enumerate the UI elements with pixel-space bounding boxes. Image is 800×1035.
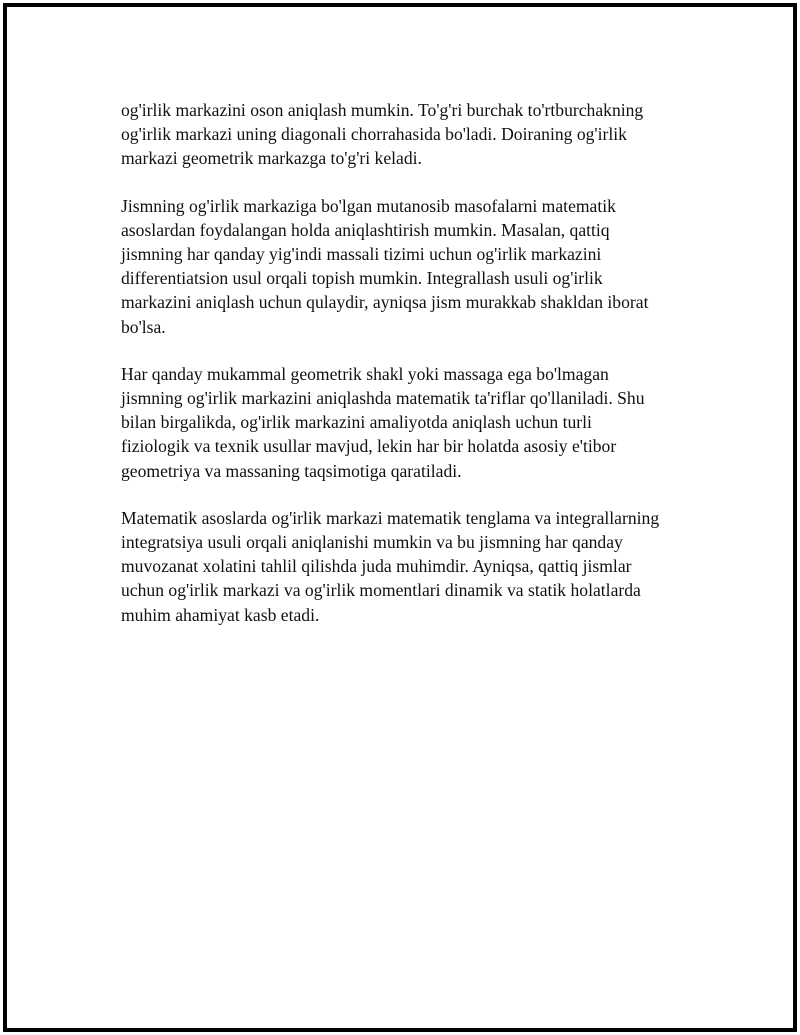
text-line: bilan birgalikda, og'irlik markazini amaliyotda aniqlash uchun turli xyxy=(121,412,592,433)
text-line: muvozanat xolatini tahlil qilishda juda muhimdir. Ayniqsa, qattiq jismlar xyxy=(121,556,632,577)
text-line: markazi geometrik markazga to'g'ri keladi. xyxy=(121,148,422,169)
paragraph-3 xyxy=(121,362,701,483)
page-border xyxy=(3,3,797,1032)
text-line: differentiatsion usul orqali topish mumkin. Integrallash usuli og'irlik xyxy=(121,268,603,289)
text-line: fiziologik va texnik usullar mavjud, lekin har bir holatda asosiy e'tibor xyxy=(121,436,617,457)
document-body xyxy=(121,98,701,650)
paragraph-4 xyxy=(121,506,701,627)
text-line: uchun og'irlik markazi va og'irlik momentlari dinamik va statik holatlarda xyxy=(121,580,641,601)
paragraph-2 xyxy=(121,194,701,339)
text-line: integratsiya usuli orqali aniqlanishi mumkin va bu jismning har qanday xyxy=(121,532,623,553)
text-line: og'irlik markazini oson aniqlash mumkin. To'g'ri burchak to'rtburchakning xyxy=(121,100,644,120)
text-line: asoslardan foydalangan holda aniqlashtirish mumkin. Masalan, qattiq xyxy=(121,219,610,240)
text-line: jismning og'irlik markazini aniqlashda matematik ta'riflar qo'llaniladi. Shu xyxy=(121,388,645,409)
text-line: geometriya va massaning taqsimotiga qaratiladi. xyxy=(121,460,462,481)
text-line: Matematik asoslarda og'irlik markazi matematik tenglama va integrallarning xyxy=(121,507,660,528)
text-line: muhim ahamiyat kasb etadi. xyxy=(121,604,320,625)
text-line: og'irlik markazi uning diagonali chorrahasida bo'ladi. Doiraning og'irlik xyxy=(121,124,627,145)
text-line: bo'lsa. xyxy=(121,316,166,337)
paragraph-1 xyxy=(121,98,701,171)
text-line: Jismning og'irlik markaziga bo'lgan mutanosib masofalarni matematik xyxy=(121,195,616,216)
text-line: Har qanday mukammal geometrik shakl yoki massaga ega bo'lmagan xyxy=(121,363,609,384)
text-line: markazini aniqlash uchun qulaydir, ayniqsa jism murakkab shakldan iborat xyxy=(121,292,649,313)
text-line: jismning har qanday yig'indi massali tizimi uchun og'irlik markazini xyxy=(121,244,602,265)
